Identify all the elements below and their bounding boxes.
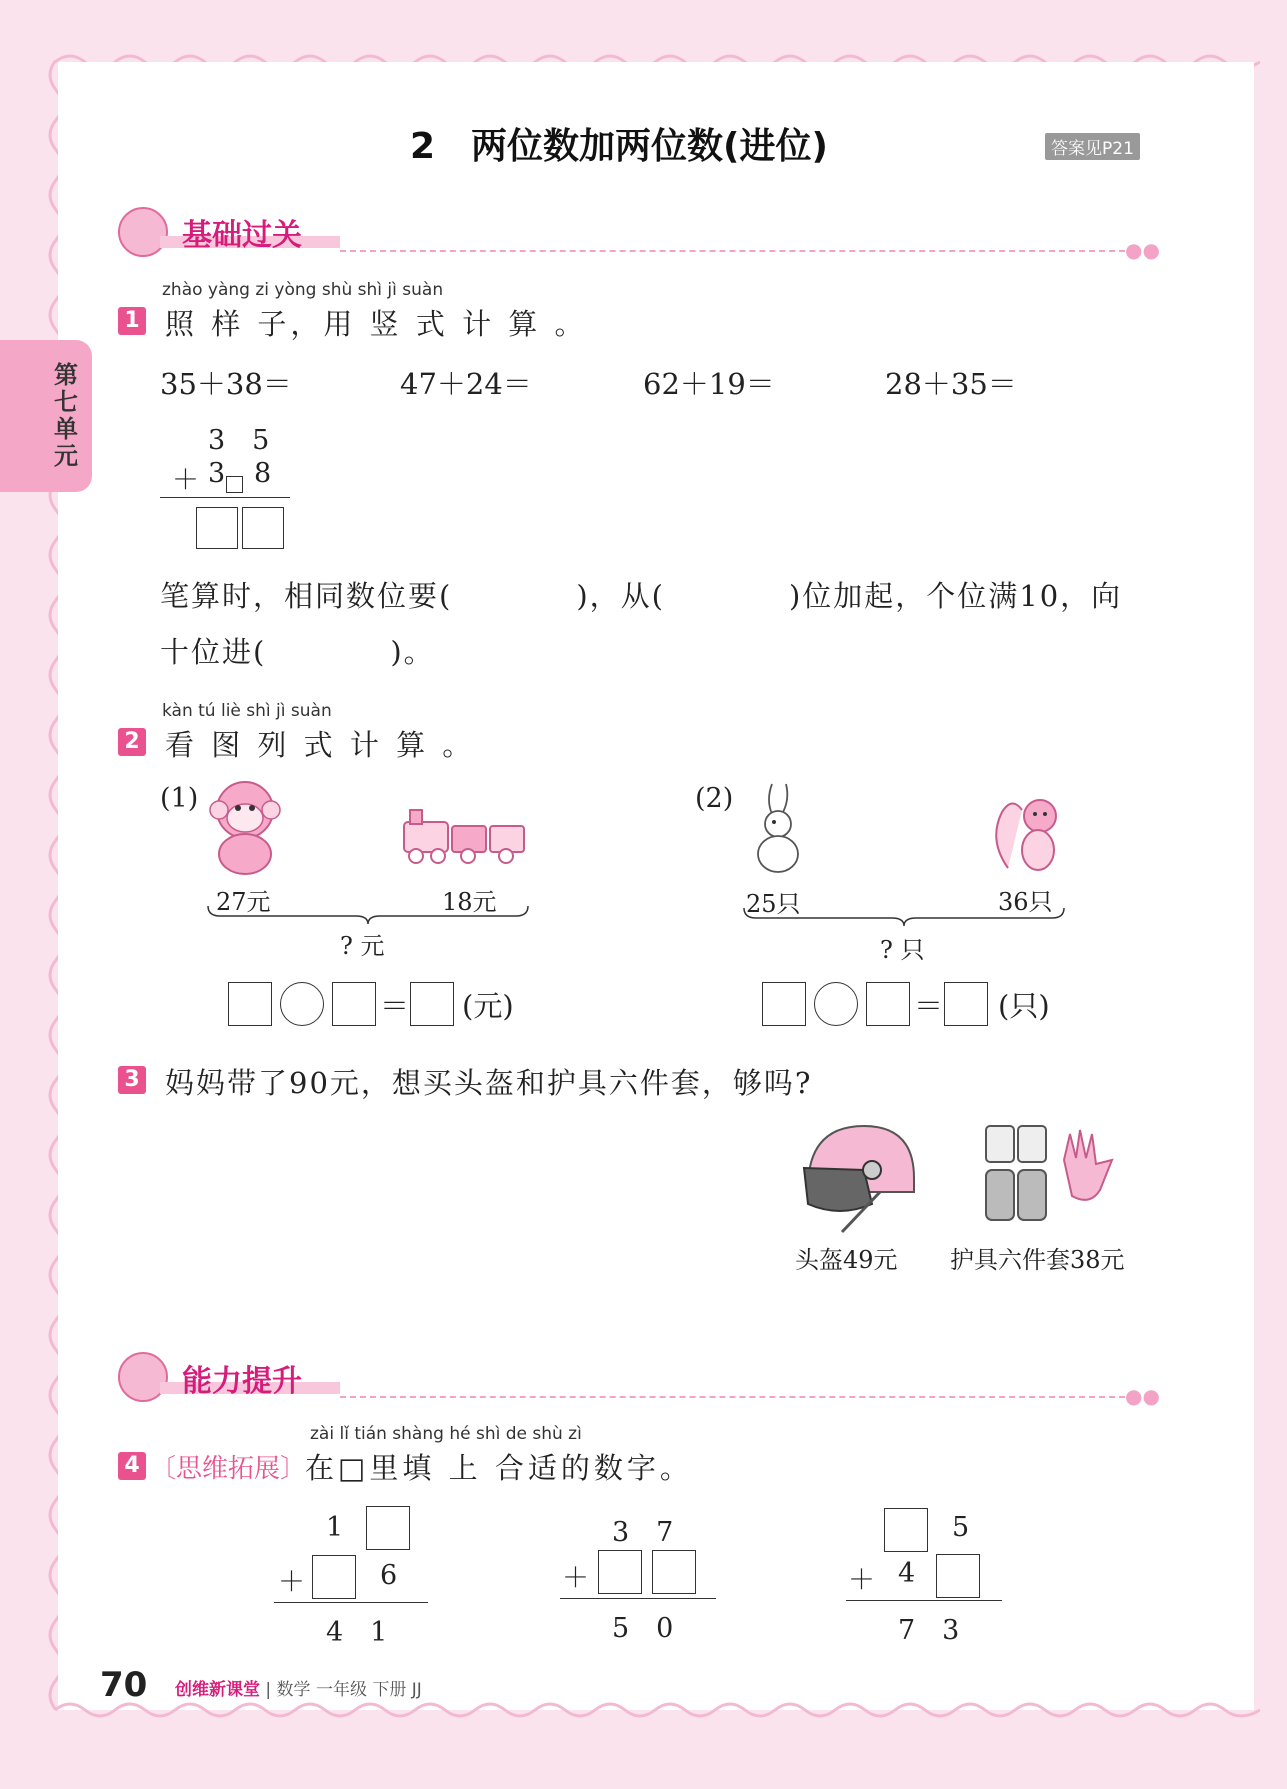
example-plus-sign: ＋ (172, 465, 199, 496)
q2-pinyin: kàn tú liè shì jì suàn (162, 701, 332, 721)
monkey-toy-icon (205, 778, 285, 878)
q2-part2-question: ? 只 (880, 936, 925, 964)
example-sum-line (160, 497, 290, 498)
q4p1-bottom-ones: 6 (380, 1560, 398, 1591)
p1-result-box[interactable] (410, 982, 454, 1026)
q2-part1-label: (1) (160, 783, 199, 814)
p1-operand-box-1[interactable] (228, 982, 272, 1026)
wavy-bottom-border (55, 1698, 1260, 1722)
q1-expr-4: 28＋35＝ (885, 367, 1017, 401)
monkey-price: 27元 (216, 888, 271, 916)
q4p2-sum-line (560, 1598, 716, 1599)
p1-operator-circle[interactable] (280, 982, 324, 1026)
q1-fill-line-2: 十位进( )。 (160, 635, 435, 669)
section-dotted-line-2 (340, 1396, 1125, 1398)
page-number: 70 (100, 1665, 148, 1705)
q4p1-top-ones-box[interactable] (366, 1506, 410, 1550)
section-dotted-line (340, 250, 1125, 252)
example-answer-box-tens[interactable] (196, 507, 238, 549)
q4p3-top-tens-box[interactable] (884, 1508, 928, 1552)
q4p2-plus: ＋ (562, 1563, 589, 1594)
train-price: 18元 (442, 888, 497, 916)
monkey-mascot-icon (118, 207, 168, 257)
p1-operand-box-2[interactable] (332, 982, 376, 1026)
helmet-price-label: 头盔49元 (795, 1246, 898, 1274)
pads-price-label: 护具六件套38元 (950, 1246, 1125, 1274)
q4p3-plus: ＋ (848, 1565, 875, 1596)
p1-unit: (元) (462, 989, 514, 1023)
q2-part1-question: ? 元 (340, 932, 385, 960)
q2-part2-label: (2) (695, 783, 734, 814)
squirrel-icon (988, 790, 1066, 874)
q4p3-sum-line (846, 1600, 1002, 1601)
footer-info (175, 1675, 422, 1700)
unit-side-tab (0, 340, 92, 492)
q4p3-top-ones: 5 (952, 1512, 970, 1543)
q1-expr-3: 62＋19＝ (643, 367, 775, 401)
q4p1-bottom-tens-box[interactable] (312, 1555, 356, 1599)
example-answer-box-ones[interactable] (242, 507, 284, 549)
protective-gear-icon (980, 1120, 1124, 1232)
q4p2-result: 5 0 (612, 1613, 674, 1644)
q4-number-badge: 4 (118, 1452, 146, 1480)
carry-box[interactable] (226, 476, 243, 493)
q4p3-bottom-tens: 4 (898, 1558, 916, 1589)
p2-operator-circle[interactable] (814, 982, 858, 1026)
q4p3-bottom-ones-box[interactable] (936, 1554, 980, 1598)
brace-total-1 (206, 904, 530, 926)
q1-expr-1: 35＋38＝ (160, 367, 292, 401)
q3-question: 妈妈带了90元，想买头盔和护具六件套，够吗? (165, 1066, 813, 1100)
example-top-number: 3 5 (208, 425, 270, 456)
p2-unit: (只) (998, 989, 1050, 1023)
q4p2-top: 3 7 (612, 1517, 674, 1548)
brace-total-2 (742, 906, 1066, 928)
q4p1-plus: ＋ (278, 1567, 305, 1598)
q4p3-result: 7 3 (898, 1615, 960, 1646)
footer-subject: | 数学 一年级 下册 JJ (265, 1680, 422, 1700)
q4-pinyin: zài lǐ tián shàng hé shì de shù zì (310, 1424, 582, 1444)
p1-equals-sign: ＝ (380, 989, 410, 1023)
q1-fill-line-1: 笔算时，相同数位要( )，从( )位加起，个位满10，向 (160, 579, 1123, 613)
page-title: 2 两位数加两位数(进位) (410, 126, 828, 167)
q4p1-result: 4 1 (326, 1617, 388, 1648)
p2-result-box[interactable] (944, 982, 988, 1026)
q1-pinyin: zhào yàng zi yòng shù shì jì suàn (162, 280, 444, 300)
section-title-advanced: 能力提升 (182, 1364, 302, 1399)
q2-instruction: 看 图 列 式 计 算 。 (165, 728, 476, 762)
decoration-dots-icon-2: ●● (1125, 1384, 1160, 1408)
p2-operand-box-2[interactable] (866, 982, 910, 1026)
q4p2-bottom-ones-box[interactable] (652, 1550, 696, 1594)
squirrel-count: 36只 (998, 888, 1053, 916)
example-second-tens: 3 (208, 458, 226, 489)
q4-tag: 〔思维拓展〕 (150, 1454, 307, 1484)
helmet-icon (800, 1118, 920, 1236)
q4p2-bottom-tens-box[interactable] (598, 1550, 642, 1594)
p2-operand-box-1[interactable] (762, 982, 806, 1026)
q4p1-top-tens: 1 (326, 1512, 344, 1543)
q1-instruction: 照 样 子，用 竖 式 计 算 。 (165, 307, 588, 341)
decoration-dots-icon: ●● (1125, 238, 1160, 262)
toy-train-icon (400, 806, 530, 868)
q1-number-badge: 1 (118, 307, 146, 335)
example-second-ones: 8 (254, 458, 272, 489)
monkey-mascot-icon-2 (118, 1352, 168, 1402)
q4p1-sum-line (274, 1602, 428, 1603)
answer-reference-badge: 答案见P21 (1045, 133, 1140, 160)
rabbit-icon (742, 780, 812, 876)
q2-number-badge: 2 (118, 728, 146, 756)
unit-tab-label: 第七单元 (54, 361, 78, 470)
p2-equals-sign: ＝ (914, 989, 944, 1023)
q4-instruction: 在□里填 上 合适的数字。 (305, 1451, 693, 1485)
footer-brand: 创维新课堂 (175, 1680, 260, 1700)
section-title-basic: 基础过关 (182, 218, 302, 253)
q3-number-badge: 3 (118, 1066, 146, 1094)
rabbit-count: 25只 (746, 890, 801, 918)
q1-expr-2: 47＋24＝ (400, 367, 532, 401)
